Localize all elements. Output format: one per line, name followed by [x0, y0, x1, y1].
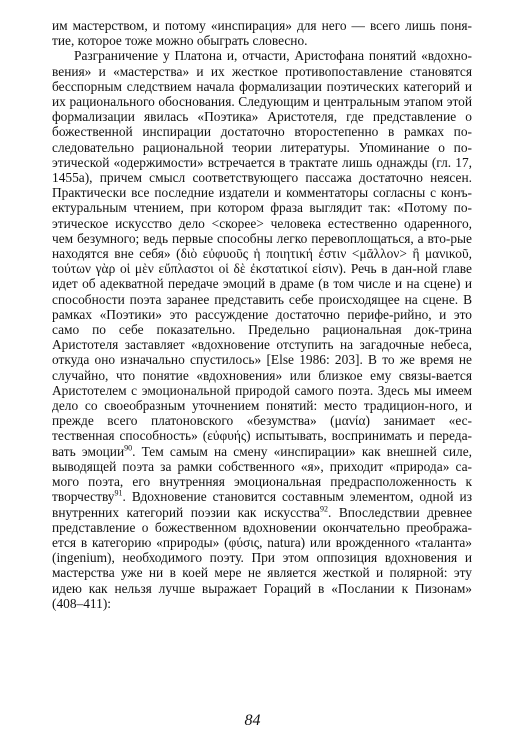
paragraph-text: . Впоследствии древнее представление о божественном вдохновении окончательно преобража-ется в категорию «природы» (φύσις, natura) или врожденного «таланта» (ingenium), необходимого поэту. При этом оппозиция вдохновения и мастерства уже ни в коей мере не является жесткой и полярной: эту идею как нельзя лучше выражает Гораций в «Послании к Пизонам» (408–411): — [52, 504, 473, 611]
paragraph-text: . Вдохновение становится составным элементом, одной из внутренних категорий поэзии как искусства — [52, 489, 472, 520]
main-paragraph — [52, 48, 472, 611]
footnote-ref-90: 90 — [124, 443, 133, 453]
paragraph-text: Разграничение у Платона и, отчасти, Аристофана понятий «вдохно-вения» и «мастерства» и их жесткое противопоставление становятся бесспорным следствием начала формализации поэтических категорий и их рационального обоснования. Следующим и центральным этапом этой формализации явилась «Поэтика» Аристотеля, где представление о божественной инспирации достаточно второстепенно в рамках по-следовательно рациональной теории литературы. Упоминание о по-этической «одержимости» встречается в трактате лишь однажды (гл. 17, 1455a), причем смысл соответствующего пассажа достаточно неясен. Практически все последние издатели и комментаторы согласны с конъ-ектуральным чтением, при котором фраза выглядит так: «Потому по-этическое искусство дело <скорее> человека естественно одаренного, чем безумного; ведь первые способны легко перевоплощаться, а вто-рые находятся вне себя» (διὸ εὐφυοῦς ἡ ποιητική ἐστιν <μᾶλλον> ἢ μανικοῦ, τούτων γὰρ οἱ μὲν εὔπλαστοι οἱ δὲ ἐκστατικοί εἰσιν). Речь в дан-ной главе идет об адекватной передаче эмоций в драме (в том числе и на сцене) и способности поэта заранее представить себе происходящее на сцене. В рамках «Поэтики» это рассуждение достаточно перифе-рийно, и это само по себе показательно. Предельно рациональная док-трина Аристотеля заставляет «вдохновение отступить на загадочные небеса, откуда оно изначально спустилось» [Else 1986: 203]. В то же время не случайно, что понятие «вдохновения» или близкое ему связы-вается Аристотелем с эмоциональной природой самого поэта. Здесь мы имеем дело со своеобразным уточнением понятий: место традицион-ного, и прежде всего платоновского «безумства» (μανία) занимает «ес-тественная способность» (εὐφυής) испытывать, воспринимать и переда-вать эмоции — [52, 48, 472, 459]
paragraph-text: . Тем самым на смену «инспирации» как внешней силе, выводящей поэта за рамки собственного «я», приходит «природа» са-мого поэта, его внутренняя эмоциональная предрасположенность к творчеству — [52, 443, 472, 505]
page-body — [52, 18, 472, 611]
continuation-paragraph: им мастерством, и потому «инспирация» для него — всего лишь поня-тие, которое тоже можно обыграть словесно. — [52, 18, 472, 49]
footnote-ref-91: 91 — [114, 488, 123, 498]
page-number: 84 — [244, 712, 261, 729]
footnote-ref-92: 92 — [319, 504, 328, 514]
